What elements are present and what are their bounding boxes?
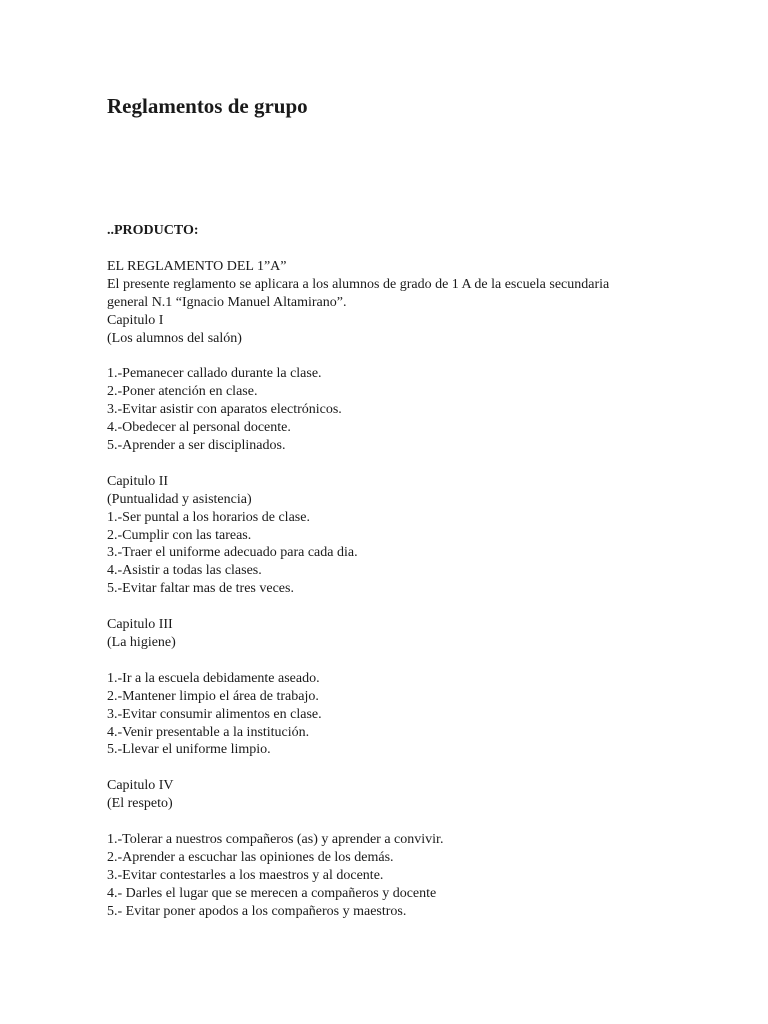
rule-item: 2.-Aprender a escuchar las opiniones de los demás. [107,849,394,865]
rule-item: 3.-Evitar contestarles a los maestros y al docente. [107,867,384,883]
rule-item: 1.-Ir a la escuela debidamente aseado. [107,670,320,686]
blank-line [107,348,667,366]
product-heading: ..PRODUCTO: [107,223,199,238]
rule-item: 5.-Evitar faltar mas de tres veces. [107,581,294,597]
rule-item: 2.-Cumplir con las tareas. [107,527,252,543]
rule-item: 1.-Tolerar a nuestros compañeros (as) y aprender a convivir. [107,831,444,847]
rule-item: 1.-Pemanecer callado durante la clase. [107,366,322,382]
chapter-title: Capitulo I [107,312,164,328]
document-title: Reglamentos de grupo [107,94,308,118]
chapter-subtitle: (Los alumnos del salón) [107,330,242,346]
rule-item: 4.-Asistir a todas las clases. [107,563,262,579]
blank-line [107,455,667,473]
intro-line: El presente reglamento se aplicara a los alumnos de grado de 1 A de la escuela secundaria [107,276,610,292]
rule-item: 4.-Venir presentable a la institución. [107,724,310,740]
rule-item: 3.-Evitar asistir con aparatos electrónicos. [107,402,342,418]
chapter-subtitle: (La higiene) [107,634,176,650]
rule-item: 5.-Aprender a ser disciplinados. [107,438,286,454]
intro-line: general N.1 “Ignacio Manuel Altamirano”. [107,294,347,310]
chapter-title: Capitulo IV [107,778,174,794]
rule-item: 2.-Mantener limpio el área de trabajo. [107,688,319,704]
regulation-title: EL REGLAMENTO DEL 1”A” [107,259,287,274]
rule-item: 1.-Ser puntal a los horarios de clase. [107,509,310,525]
rule-item: 4.-Obedecer al personal docente. [107,420,291,436]
document-body [107,258,667,920]
rule-item: 4.- Darles el lugar que se merecen a compañeros y docente [107,885,437,901]
blank-line [107,759,667,777]
blank-line [107,598,667,616]
blank-line [107,813,667,831]
rule-item: 3.-Evitar consumir alimentos en clase. [107,706,322,722]
rule-item: 5.- Evitar poner apodos a los compañeros y maestros. [107,903,407,919]
chapter-title: Capitulo III [107,617,173,633]
rule-item: 5.-Llevar el uniforme limpio. [107,742,271,758]
blank-line [107,652,667,670]
chapter-subtitle: (El respeto) [107,796,173,812]
rule-item: 3.-Traer el uniforme adecuado para cada dia. [107,545,358,561]
rule-item: 2.-Poner atención en clase. [107,384,258,400]
chapter-title: Capitulo II [107,473,169,489]
chapter-subtitle: (Puntualidad y asistencia) [107,491,252,507]
